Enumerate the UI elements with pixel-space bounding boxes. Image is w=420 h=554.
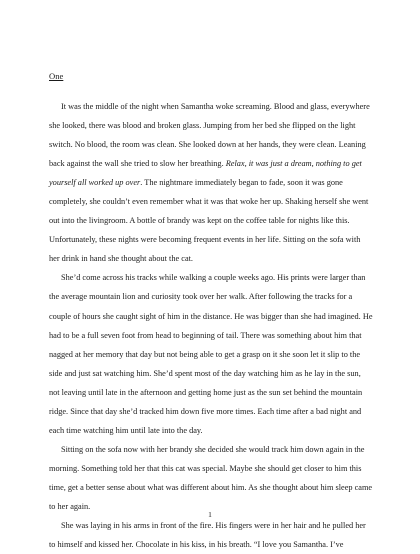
paragraph-3: Sitting on the sofa now with her brandy she decided she would track him down again in the morning. Something told her that this cat was special. Maybe she should get closer to him this time, get a better sense about what was different about him. As she thought about him sleep came to her again. xyxy=(49,444,373,511)
paragraph-4: She was laying in his arms in front of the fire. His fingers were in her hair and he pulled her to himself and kissed her. Chocolate in his kiss, in his breath. “I love you Samantha. I’ve xyxy=(49,521,366,550)
paragraph-1-text-continued: . The nightmare immediately began to fade, soon it was gone completely, she couldn’t even remember what it was that woke her up. Shaking herself she went out into the livingroom. A bottle of brandy was kept on the coffee table for nights like this. Unfortunately, these nights were becoming frequent events in her life. Sitting on the sofa with her drink in hand she thought about the cat. xyxy=(49,178,369,264)
body-text xyxy=(49,97,373,554)
paragraph-1-text: It was the middle of the night when Samantha woke screaming. Blood and glass, everywhere she looked, there was blood and broken glass. Jumping from her bed she flipped on the light switch. No blood, the room was clean. She looked down at her hands, they were clean. Leaning back against the wall she tried to slow her breathing. xyxy=(49,102,370,169)
paragraph-2: She’d come across his tracks while walking a couple weeks ago. His prints were larger than the average mountain lion and curiosity took over her walk. After following the tracks for a couple of hours she caught sight of him in the distance. He was bigger than she had imagined. He had to be a full seven foot from head to beginning of tail. There was something about him that nagged at her memory that day but not being able to get a grasp on it she soon let it slip to the side and just sat watching him. She’d spent most of the day watching him as he lay in the sun, not leaving until late in the afternoon and getting home just as the sun set behind the mountain ridge. Since that day she’d tracked him down five more times. Each time after a bad night and each time watching him until late into the day. xyxy=(49,273,373,435)
paragraph-1-italic-thought: Relax, it was just a dream, nothing to get yourself all worked up over xyxy=(49,159,362,188)
chapter-title: One xyxy=(49,71,64,81)
paragraph-1 xyxy=(49,97,373,268)
page-number: 1 xyxy=(208,510,212,519)
